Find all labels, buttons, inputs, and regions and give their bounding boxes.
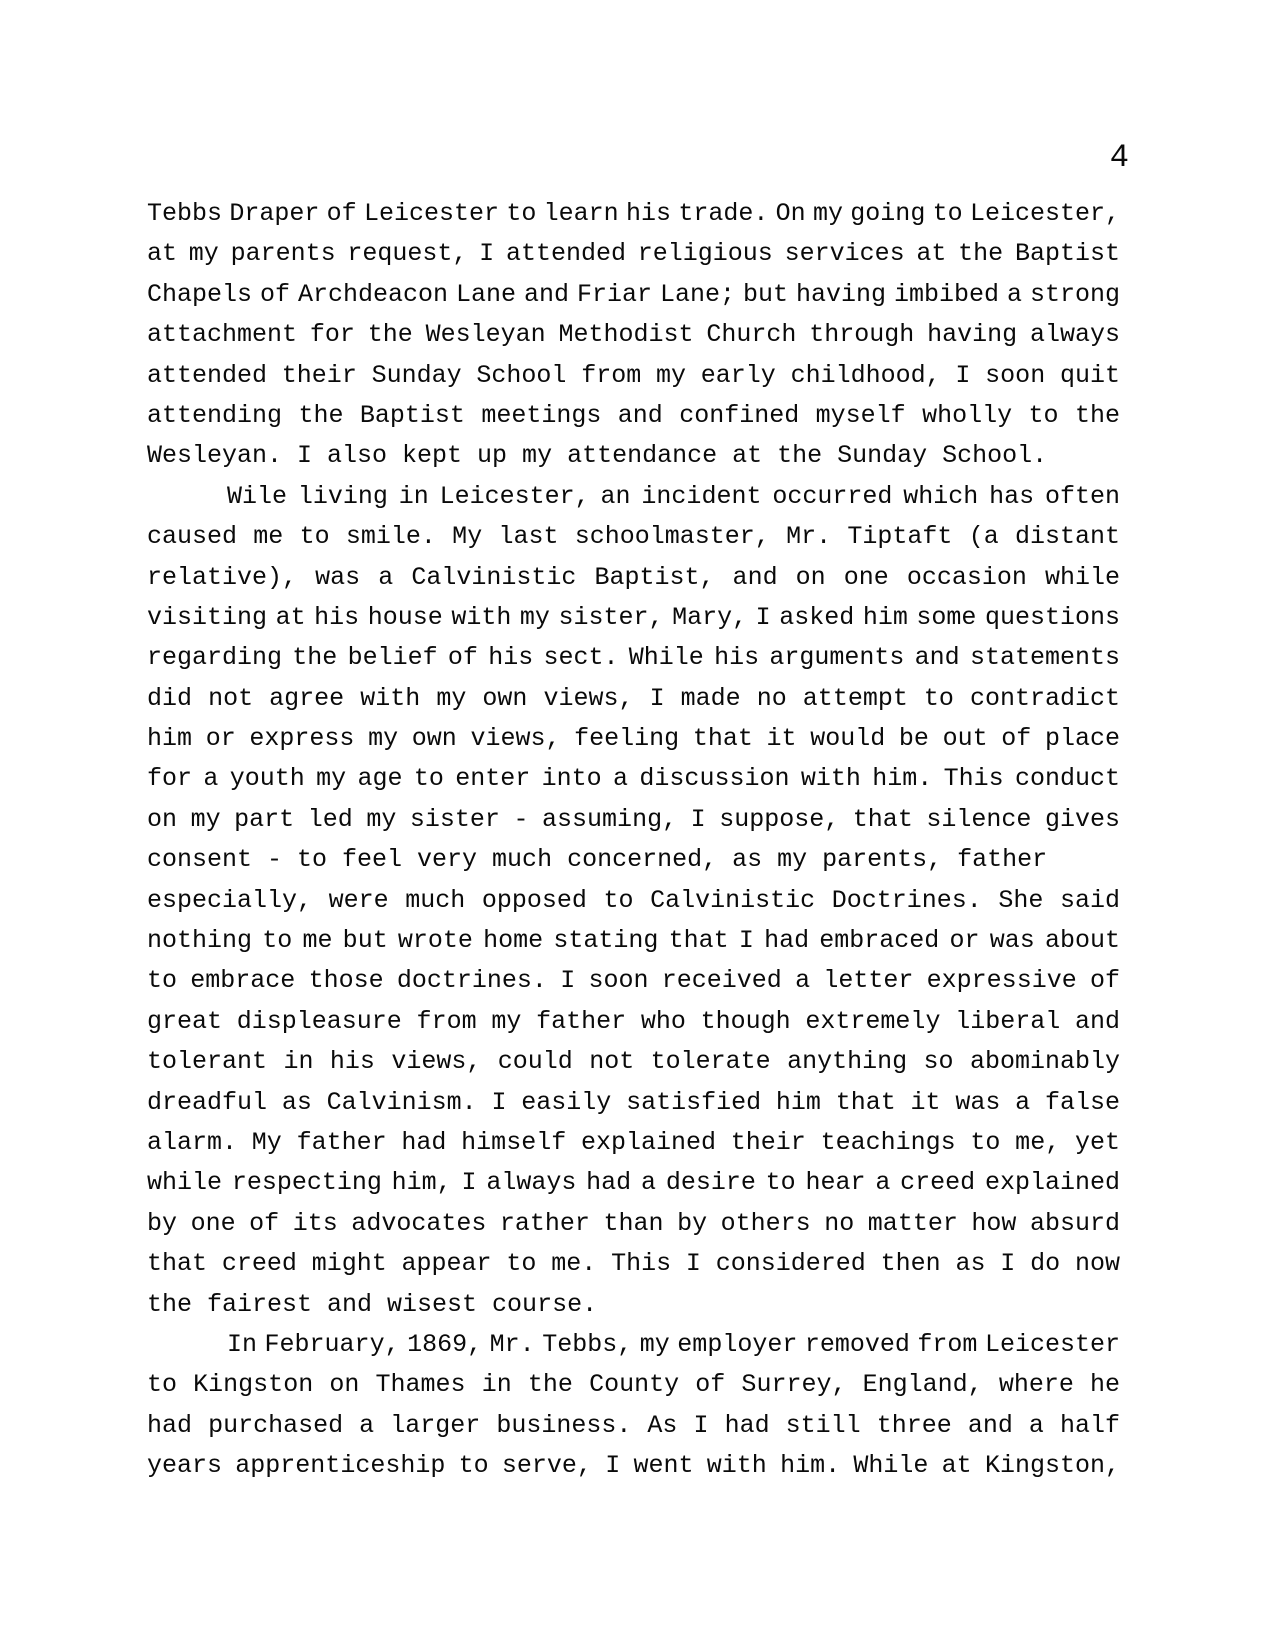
text-line	[147, 840, 1120, 880]
text-line-content: on my part led my sister - assuming, I suppose, that silence gives	[147, 804, 1120, 834]
text-line	[147, 315, 1120, 355]
text-line	[147, 234, 1120, 274]
text-line	[147, 1204, 1120, 1244]
text-line-content: attended their Sunday School from my early childhood, I soon quit	[147, 360, 1120, 390]
text-line	[147, 396, 1120, 436]
text-line-content: nothing to me but wrote home stating that I had embraced or was about	[147, 926, 1120, 956]
text-line-content: Chapels of Archdeacon Lane and Friar Lane; but having imbibed a strong	[147, 279, 1120, 309]
text-line	[147, 1365, 1120, 1405]
text-line-content: the fairest and wisest course.	[147, 1289, 598, 1319]
text-line-content: for a youth my age to enter into a discussion with him. This conduct	[147, 764, 1120, 794]
text-line	[147, 194, 1120, 234]
text-line-content: regarding the belief of his sect. While his arguments and statements	[147, 643, 1120, 673]
text-line-content: Wesleyan. I also kept up my attendance at the Sunday School.	[147, 441, 1048, 471]
text-line-content: caused me to smile. My last schoolmaster, Mr. Tiptaft (a distant	[147, 522, 1120, 552]
text-line	[147, 719, 1120, 759]
text-line	[147, 436, 1120, 476]
text-line-content: had purchased a larger business. As I had still three and a half	[147, 1410, 1120, 1440]
text-line-content: In February, 1869, Mr. Tebbs, my employer removed from Leicester	[227, 1329, 1121, 1359]
text-line-content: him or express my own views, feeling that it would be out of place	[147, 724, 1120, 754]
text-line	[147, 1083, 1120, 1123]
text-line-content: while respecting him, I always had a desire to hear a creed explained	[147, 1168, 1120, 1198]
text-line	[147, 1244, 1120, 1284]
text-line	[147, 477, 1120, 517]
text-line-content: visiting at his house with my sister, Mary, I asked him some questions	[147, 602, 1120, 632]
text-line	[147, 759, 1120, 799]
text-line	[147, 1042, 1120, 1082]
text-line-content: Wile living in Leicester, an incident occurred which has often	[227, 481, 1120, 511]
text-line	[147, 1406, 1120, 1446]
text-line-content: to embrace those doctrines. I soon received a letter expressive of	[147, 966, 1120, 996]
text-line	[147, 961, 1120, 1001]
text-line-content: to Kingston on Thames in the County of Surrey, England, where he	[147, 1370, 1120, 1400]
text-line-content: years apprenticeship to serve, I went with him. While at Kingston,	[147, 1451, 1120, 1481]
text-line-content: great displeasure from my father who though extremely liberal and	[147, 1006, 1120, 1036]
text-line-content: relative), was a Calvinistic Baptist, and on one occasion while	[147, 562, 1120, 592]
text-line-content: attachment for the Wesleyan Methodist Church through having always	[147, 320, 1120, 350]
text-line	[147, 881, 1120, 921]
text-line	[147, 558, 1120, 598]
text-line	[147, 921, 1120, 961]
text-line	[147, 1123, 1120, 1163]
text-line	[147, 517, 1120, 557]
text-line	[147, 1325, 1120, 1365]
text-line-content: dreadful as Calvinism. I easily satisfied him that it was a false	[147, 1087, 1120, 1117]
text-line	[147, 800, 1120, 840]
text-line-content: at my parents request, I attended religious services at the Baptist	[147, 239, 1120, 269]
text-line-content: alarm. My father had himself explained their teachings to me, yet	[147, 1127, 1120, 1157]
text-line-content: did not agree with my own views, I made no attempt to contradict	[147, 683, 1120, 713]
text-line-content: consent - to feel very much concerned, as my parents, father	[147, 845, 1048, 875]
text-line-content: especially, were much opposed to Calvinistic Doctrines. She said	[147, 885, 1120, 915]
text-line	[147, 598, 1120, 638]
text-line	[147, 1285, 1120, 1325]
text-line-content: tolerant in his views, could not tolerate anything so abominably	[147, 1047, 1120, 1077]
text-line	[147, 679, 1120, 719]
body-text	[147, 194, 1120, 1487]
text-line	[147, 638, 1120, 678]
text-line	[147, 1163, 1120, 1203]
text-line-content: that creed might appear to me. This I considered then as I do now	[147, 1249, 1120, 1279]
text-line-content: by one of its advocates rather than by others no matter how absurd	[147, 1208, 1120, 1238]
text-line	[147, 356, 1120, 396]
page-number: 4	[1109, 139, 1127, 176]
text-line-content: Tebbs Draper of Leicester to learn his trade. On my going to Leicester,	[147, 199, 1120, 228]
text-line	[147, 1446, 1120, 1486]
text-line-content: attending the Baptist meetings and confined myself wholly to the	[147, 400, 1120, 430]
text-line	[147, 275, 1120, 315]
text-line	[147, 1002, 1120, 1042]
